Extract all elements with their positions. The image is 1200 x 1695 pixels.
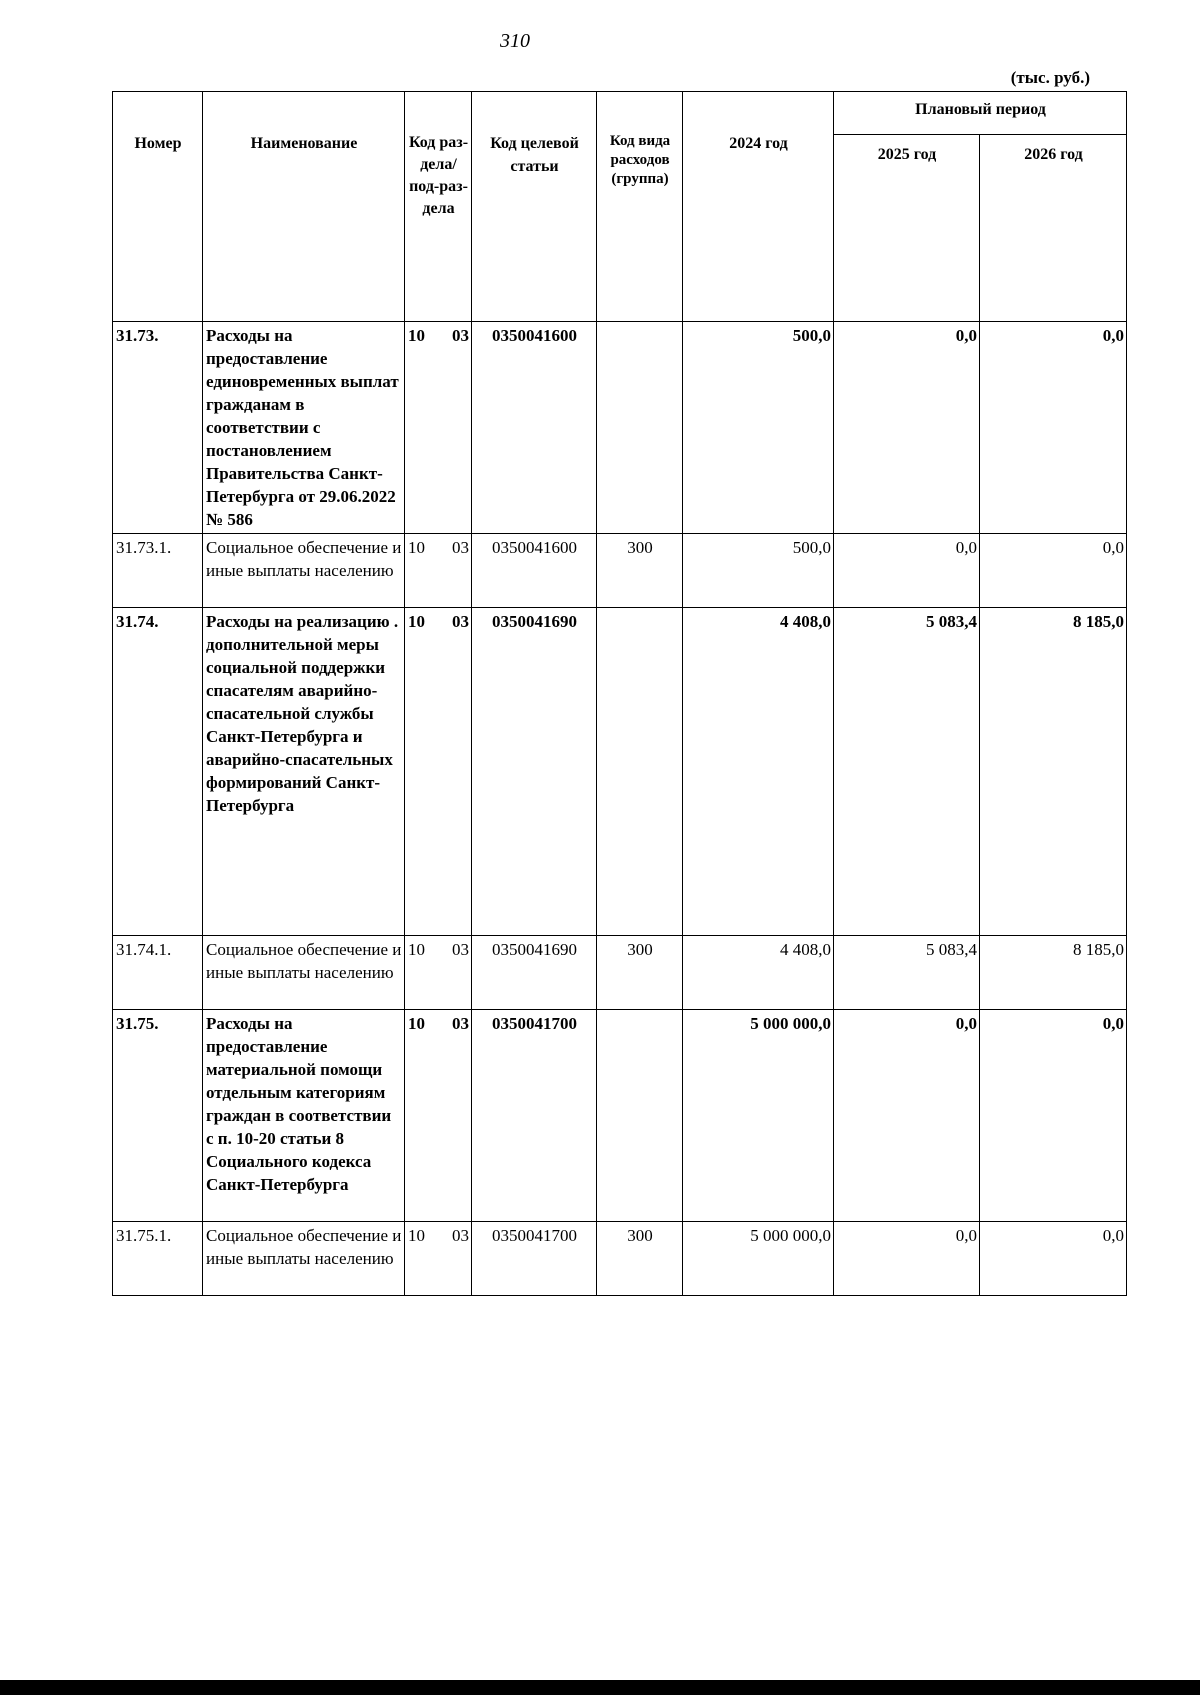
table-header xyxy=(113,92,1127,322)
row-amount-2025: 0,0 xyxy=(834,534,980,608)
row-amount-2026: 0,0 xyxy=(980,534,1127,608)
row-target-code: 0350041600 xyxy=(472,534,597,608)
section: 10 xyxy=(408,326,425,345)
budget-table xyxy=(112,91,1127,1296)
table-row xyxy=(113,1222,1127,1296)
subsection: 03 xyxy=(452,1014,469,1033)
row-name: Социальное обеспечение и иные выплаты населению xyxy=(203,1222,405,1296)
row-target-code: 0350041600 xyxy=(472,322,597,534)
table-row xyxy=(113,322,1127,534)
row-amount-2025: 0,0 xyxy=(834,322,980,534)
row-name: Социальное обеспечение и иные выплаты населению xyxy=(203,936,405,1010)
row-number: 31.74. xyxy=(113,608,203,936)
row-expense-type xyxy=(597,1010,683,1222)
row-amount-2026: 0,0 xyxy=(980,1010,1127,1222)
subsection: 03 xyxy=(452,612,469,631)
row-number: 31.75. xyxy=(113,1010,203,1222)
row-target-code: 0350041690 xyxy=(472,936,597,1010)
row-amount-2025: 0,0 xyxy=(834,1010,980,1222)
table-row xyxy=(113,936,1127,1010)
header-year-2025: 2025 год xyxy=(834,135,980,322)
header-target-code: Код целевой статьи xyxy=(472,92,597,322)
row-section-code xyxy=(405,1222,472,1296)
header-number: Номер xyxy=(113,92,203,322)
header-name: Наименование xyxy=(203,92,405,322)
row-expense-type xyxy=(597,322,683,534)
row-expense-type: 300 xyxy=(597,1222,683,1296)
table-body xyxy=(113,322,1127,1296)
row-section-code xyxy=(405,534,472,608)
row-section-code xyxy=(405,1010,472,1222)
section: 10 xyxy=(408,612,425,631)
row-amount-2024: 5 000 000,0 xyxy=(683,1222,834,1296)
header-planned-period: Плановый период xyxy=(834,92,1127,135)
section: 10 xyxy=(408,1014,425,1033)
section: 10 xyxy=(408,1226,425,1245)
subsection: 03 xyxy=(452,538,469,557)
row-number: 31.73.1. xyxy=(113,534,203,608)
header-expense-type-code: Код вида расходов (группа) xyxy=(597,92,683,322)
row-section-code xyxy=(405,608,472,936)
row-amount-2024: 4 408,0 xyxy=(683,608,834,936)
row-name: Расходы на предоставление единовременных выплат гражданам в соответствии с постановлением Правительства Санкт-Петербурга от 29.06.2022 № 586 xyxy=(203,322,405,534)
row-amount-2026: 8 185,0 xyxy=(980,936,1127,1010)
header-year-2024: 2024 год xyxy=(683,92,834,322)
row-number: 31.74.1. xyxy=(113,936,203,1010)
row-target-code: 0350041700 xyxy=(472,1010,597,1222)
subsection: 03 xyxy=(452,326,469,345)
row-number: 31.73. xyxy=(113,322,203,534)
row-amount-2024: 4 408,0 xyxy=(683,936,834,1010)
row-target-code: 0350041690 xyxy=(472,608,597,936)
section: 10 xyxy=(408,940,425,959)
row-target-code: 0350041700 xyxy=(472,1222,597,1296)
section: 10 xyxy=(408,538,425,557)
row-amount-2026: 0,0 xyxy=(980,1222,1127,1296)
header-year-2026: 2026 год xyxy=(980,135,1127,322)
row-amount-2024: 500,0 xyxy=(683,322,834,534)
subsection: 03 xyxy=(452,1226,469,1245)
row-section-code xyxy=(405,322,472,534)
row-expense-type xyxy=(597,608,683,936)
row-amount-2025: 5 083,4 xyxy=(834,936,980,1010)
row-name: Расходы на реализацию . дополнительной меры социальной поддержки спасателям аварийно-спасательной службы Санкт-Петербурга и аварийно-спасательных формирований Санкт-Петербурга xyxy=(203,608,405,936)
row-name: Расходы на предоставление материальной помощи отдельным категориям граждан в соответствии с п. 10-20 статьи 8 Социального кодекса Санкт-Петербурга xyxy=(203,1010,405,1222)
row-amount-2024: 5 000 000,0 xyxy=(683,1010,834,1222)
header-section-code: Код раз-дела/ под-раз-дела xyxy=(405,92,472,322)
scan-border-bar xyxy=(0,1680,1200,1695)
row-expense-type: 300 xyxy=(597,534,683,608)
row-section-code xyxy=(405,936,472,1010)
row-amount-2026: 8 185,0 xyxy=(980,608,1127,936)
table-row xyxy=(113,534,1127,608)
row-amount-2024: 500,0 xyxy=(683,534,834,608)
row-number: 31.75.1. xyxy=(113,1222,203,1296)
row-amount-2025: 0,0 xyxy=(834,1222,980,1296)
units-label: (тыс. руб.) xyxy=(1010,68,1090,87)
subsection: 03 xyxy=(452,940,469,959)
row-amount-2026: 0,0 xyxy=(980,322,1127,534)
row-expense-type: 300 xyxy=(597,936,683,1010)
table-row xyxy=(113,608,1127,936)
page-number: 310 xyxy=(500,30,530,52)
row-name: Социальное обеспечение и иные выплаты населению xyxy=(203,534,405,608)
row-amount-2025: 5 083,4 xyxy=(834,608,980,936)
table-row xyxy=(113,1010,1127,1222)
